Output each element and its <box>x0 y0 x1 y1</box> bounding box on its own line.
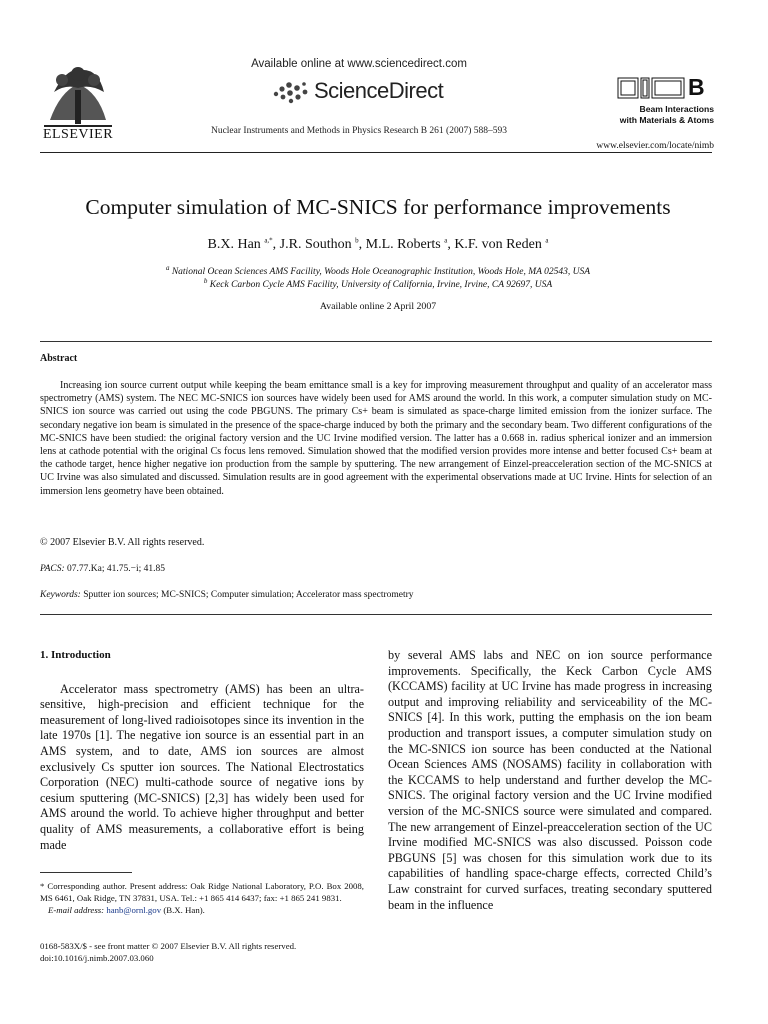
article-title: Computer simulation of MC-SNICS for performance improvements <box>85 195 671 219</box>
footnote-corresponding-text: * Corresponding author. Present address: Oak Ridge National Laboratory, P.O. Box 2008, MS 6461, Oak Ridge, TN 37831, USA. Tel.: +1 865 414 6437; fax: +1 865 241 9831. <box>40 881 364 903</box>
nim-logo-icon <box>617 77 687 99</box>
abstract-text: Increasing ion source current output while keeping the beam emittance small is a key for improving measurement throughput and quality of an accelerator mass spectrometry (AMS) system. The NEC MC-SNICS ion sources have widely been used for AMS around the world. In this work, a computer simulation study on MC-SNICS ion source was carried out using the code PBGUNS. The primary Cs+ beam is simulated as space-charge limited emission from the ionizer surface. The secondary negative ion beam is simulated in the presence of the space-charge induced by both the primary and the secondary beam. Two different configurations of the MC-SNICS have been studied: the original factory version and the UC Irvine modified version. The latter has a 0.668 in. radius spherical ionizer and an immersion lens at cathode potential with the original Cs focus lens removed. Simulation showed that the modified version provides more intense and better focused Cs+ beam at the cathode target, hence higher negative ion production from the sample by sputtering. The new arrangement of Einzel-preacceleration section of the MC-SNICS at UC Irvine was also simulated and discussed. Simulation results are in good agreement with the experimental observations made at UC Irvine. Hints for selection of an immersion lens geometry have been obtained. <box>40 380 712 497</box>
pacs-value: 07.77.Ka; 41.75.−i; 41.85 <box>67 564 165 574</box>
pacs-line <box>40 564 165 574</box>
introduction-paragraph-left: Accelerator mass spectrometry (AMS) has been an ultra-sensitive, high-precision and efficient technique for the measurement of long-lived radioisotopes since its invention in the late 1970s [1]. The negative ion source is an essential part in an AMS system, and to date, AMS ion sources are almost exclusively Cs sputter ion sources. The National Electrostatics Corporation (NEC) multi-cathode source of negative ions by cesium sputtering (MC-SNICS) [2,3] has widely been used for AMS around the world. To achieve higher throughput and better quality of AMS measurements, a collaborative effort is being made <box>40 681 364 852</box>
issn-line: 0168-583X/$ - see front matter © 2007 Elsevier B.V. All rights reserved. <box>40 941 297 951</box>
pacs-label: PACS: <box>40 564 65 574</box>
article-authors: B.X. Han $^{a,*}$, J.R. Southon $^b$, M.L. Roberts $^a$, K.F. von Reden $^a$ <box>207 236 549 252</box>
keywords-line <box>40 590 414 600</box>
abstract-body <box>40 379 712 498</box>
email-suffix: (B.X. Han). <box>163 905 205 915</box>
section-heading-introduction: 1. Introduction <box>40 649 111 661</box>
header-divider <box>40 152 712 153</box>
doi-line[interactable]: doi:10.1016/j.nimb.2007.03.060 <box>40 953 154 963</box>
abstract-copyright: © 2007 Elsevier B.V. All rights reserved. <box>40 537 205 548</box>
left-column <box>40 648 364 853</box>
footnote-divider <box>40 872 132 873</box>
footnote-corresponding <box>40 880 364 916</box>
available-online-text: Available online at www.sciencedirect.com <box>251 58 467 70</box>
journal-url-link[interactable]: www.elsevier.com/locate/nimb <box>596 141 714 151</box>
journal-citation: Nuclear Instruments and Methods in Physics Research B 261 (2007) 588–593 <box>210 126 508 136</box>
elsevier-wordmark: ELSEVIER <box>42 127 114 142</box>
abstract-heading: Abstract <box>40 353 78 364</box>
keywords-value: Sputter ion sources; MC-SNICS; Computer simulation; Accelerator mass spectrometry <box>83 590 414 600</box>
sciencedirect-logo <box>270 78 480 108</box>
nim-subtitle-line-1: Beam Interactions <box>639 104 714 114</box>
affiliation-b: $^b$ Keck Carbon Cycle AMS Facility, University of California, Irvine, Irvine, CA 92697, USA <box>203 276 553 290</box>
sciencedirect-dots-icon <box>270 80 312 104</box>
introduction-paragraph-right: by several AMS labs and NEC on ion source performance improvements. Specifically, the Keck Carbon Cycle AMS (KCCAMS) facility at UC Irvine has made progress in increasing output and improving reliability and serviceability of the MC-SNICS [4]. In this work, putting the emphasis on the ion beam production and transport issues, a computer simulation study on the MC-SNICS ion source has been conducted at the National Ocean Sciences AMS (NOSAMS) facility in collaboration with the KCCAMS to help understand and further develop the MC-SNICS. The original factory version and the UC Irvine modified version of the MC-SNICS source were simulated and compared. The new arrangement of Einzel-preacceleration section of the UC Irvine modified MC-SNICS was also discussed. Poisson code PBGUNS [5] was chosen for this simulation work due to its capabilities of handling space-charge effects, corrected Child’s Law constraint for curved surfaces, treating secondary sputtered beam in the influence <box>388 648 712 912</box>
elsevier-tree-icon <box>40 62 116 128</box>
right-column <box>388 648 712 913</box>
nim-b-letter: B <box>688 74 705 100</box>
sciencedirect-wordmark: ScienceDirect <box>314 78 444 103</box>
email-label: E-mail address: <box>48 905 105 915</box>
front-matter-info <box>40 940 364 964</box>
footnote-email-line <box>40 904 364 916</box>
available-date: Available online 2 April 2007 <box>319 301 437 312</box>
affiliation-a: $^a$ National Ocean Sciences AMS Facility, Woods Hole Oceanographic Institution, Woods Hole, MA 02543, USA <box>165 263 591 277</box>
email-link[interactable]: hanb@ornl.gov <box>106 905 162 915</box>
body-divider <box>40 614 712 615</box>
nim-subtitle <box>604 104 714 126</box>
nim-subtitle-line-2: with Materials & Atoms <box>619 115 714 125</box>
abstract-divider <box>40 341 712 342</box>
keywords-label: Keywords: <box>40 590 81 600</box>
